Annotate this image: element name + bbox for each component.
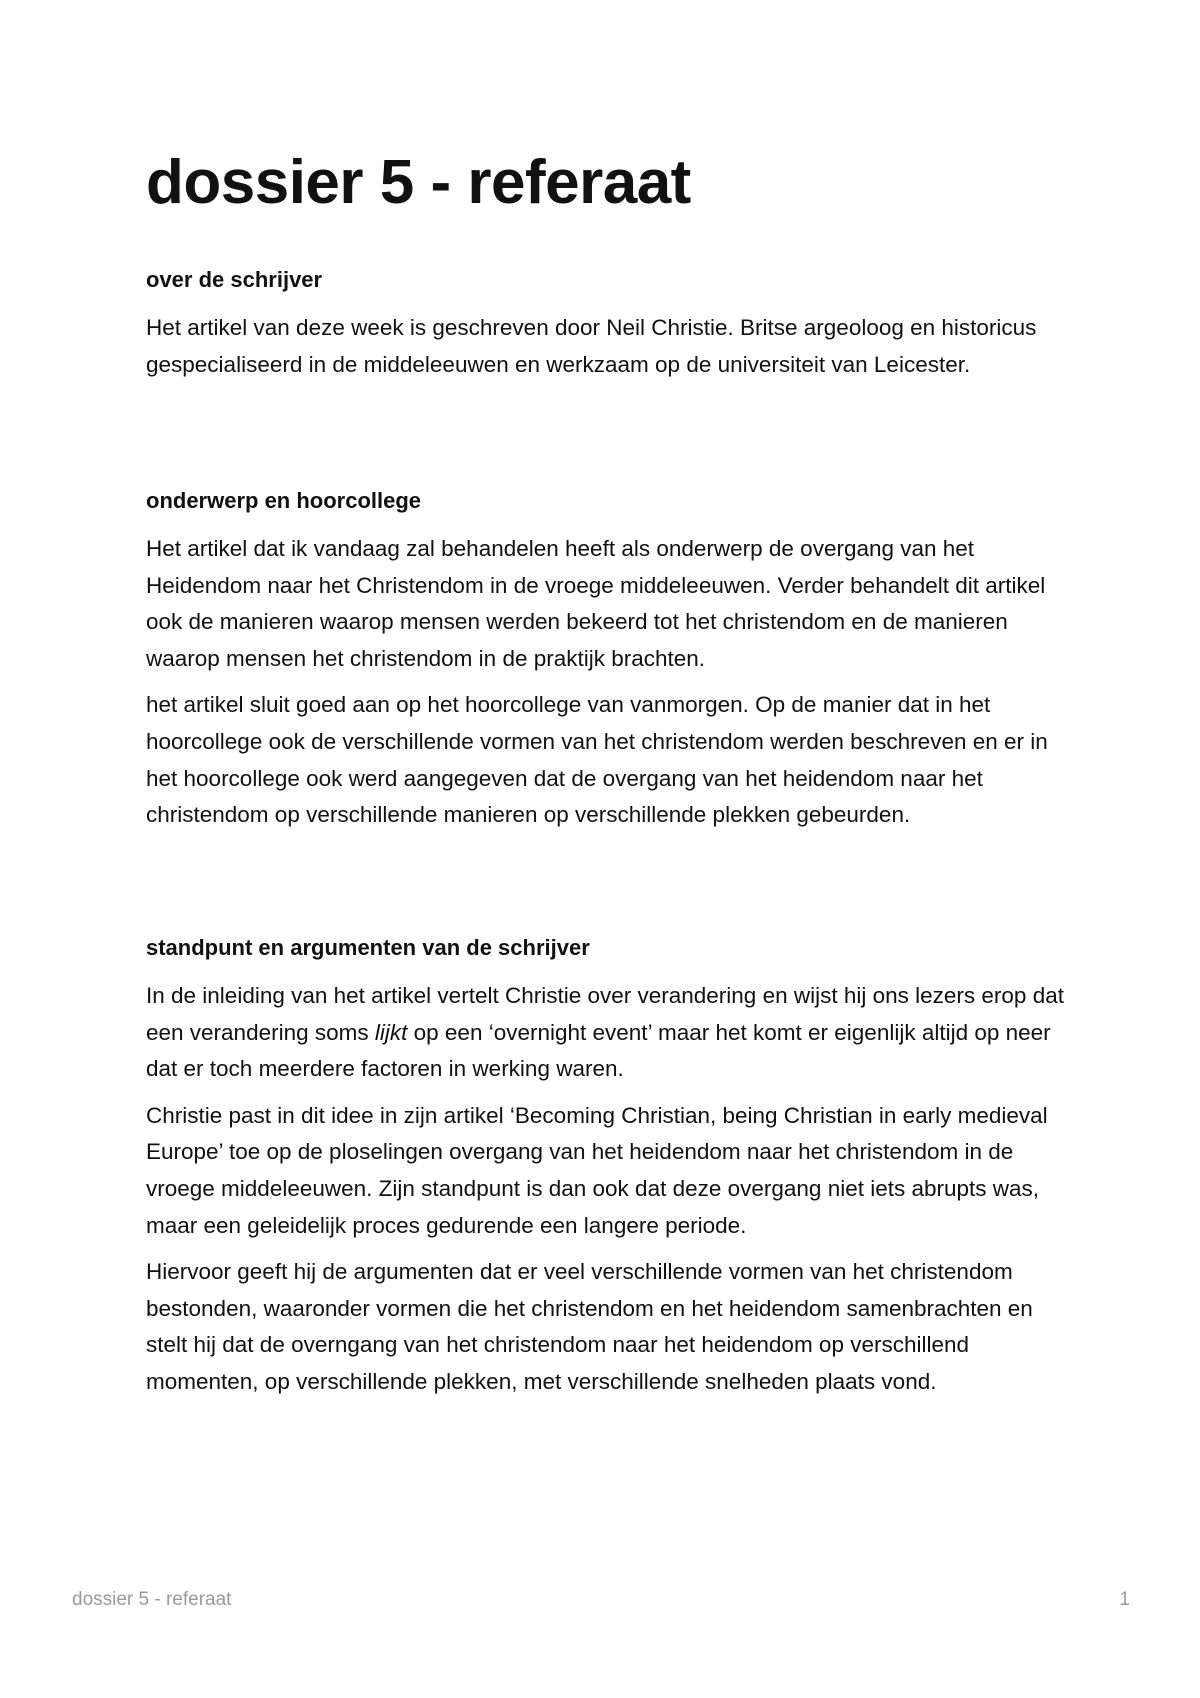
paragraph: Het artikel dat ik vandaag zal behandelen heeft als onderwerp de overgang van het Heidendom naar het Christendom in de vroege middeleeuwen. Verder behandelt dit artikel ook de manieren waarop mensen werden bekeerd tot het christendom en de manieren waarop mensen het christendom in de praktijk brachten. xyxy=(146,536,1046,671)
section-heading: standpunt en argumenten van de schrijver xyxy=(146,935,590,960)
paragraph xyxy=(146,978,1066,1088)
section-heading: onderwerp en hoorcollege xyxy=(146,488,422,513)
section-standpunt-en-argumenten xyxy=(146,930,1066,1411)
section-onderwerp-en-hoorcollege xyxy=(146,483,1066,844)
paragraph: het artikel sluit goed aan op het hoorcollege van vanmorgen. Op de manier dat in het hoorcollege ook de verschillende vormen van het christendom werden beschreven en er in het hoorcollege ook werd aangegeven dat de overgang van het heidendom naar het christendom op verschillende manieren op verschillende plekken gebeurden. xyxy=(146,692,1048,828)
section-over-de-schrijver xyxy=(146,262,1066,393)
page-number: 1 xyxy=(1119,1589,1130,1610)
paragraph-text: op een ‘overnight event’ maar het komt er eigenlijk altijd op neer dat er toch meerdere factoren in werking waren. xyxy=(146,1019,1051,1082)
footer-title: dossier 5 - referaat xyxy=(72,1589,232,1610)
emphasis-text: lijkt xyxy=(374,1019,408,1045)
section-heading: over de schrijver xyxy=(146,267,323,292)
paragraph-text: In de inleiding van het artikel vertelt Christie over verandering en wijst hij ons lezers erop dat een verandering soms xyxy=(146,983,1064,1045)
page-title: dossier 5 - referaat xyxy=(146,148,691,217)
paragraph: Hiervoor geeft hij de argumenten dat er veel verschillende vormen van het christendom bestonden, waaronder vormen die het christendom en het heidendom samenbrachten en stelt hij dat de overngang van het christendom naar het heidendom op verschillend momenten, op verschillende plekken, met verschillende snelheden plaats vond. xyxy=(146,1259,1033,1394)
paragraph: Christie past in dit idee in zijn artikel ‘Becoming Christian, being Christian in early medieval Europe’ toe op de ploselingen overgang van het heidendom naar het christendom in de vroege middeleeuwen. Zijn standpunt is dan ook dat deze overgang niet iets abrupts was, maar een geleidelijk proces gedurende een langere periode. xyxy=(146,1102,1048,1238)
paragraph: Het artikel van deze week is geschreven door Neil Christie. Britse argeoloog en historicus gespecialiseerd in de middeleeuwen en werkzaam op de universiteit van Leicester. xyxy=(146,315,1037,377)
